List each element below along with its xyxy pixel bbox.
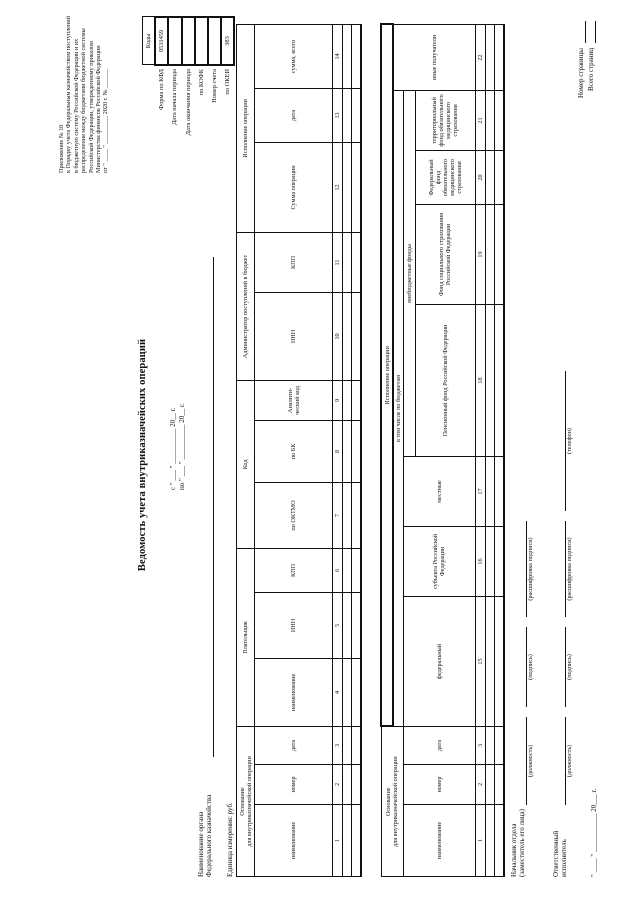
executor-signature-caption: (подпись)	[566, 654, 573, 680]
t1-col-header: наименование	[255, 805, 333, 877]
t1-col-header: КПП	[255, 232, 333, 292]
t1-col-header: наименование	[255, 658, 333, 726]
t1-cell[interactable]	[352, 88, 362, 142]
t1-admin-header: Администратор поступлений в бюджет	[237, 232, 255, 380]
t1-cell[interactable]	[343, 142, 352, 232]
t2-cell[interactable]	[494, 90, 504, 150]
head-label	[510, 809, 526, 877]
t2-col-header: местные	[403, 456, 475, 526]
t1-basis-header	[237, 726, 255, 876]
t1-cell[interactable]	[352, 592, 362, 658]
t2-cell[interactable]	[494, 304, 504, 456]
t1-cell[interactable]	[343, 292, 352, 380]
t2-cell[interactable]	[485, 90, 494, 150]
t2-cell[interactable]	[485, 805, 494, 877]
operations-table-1	[236, 24, 362, 877]
t2-cell[interactable]	[494, 805, 504, 877]
code-value[interactable]	[182, 17, 195, 65]
codes-header: Коды	[143, 17, 156, 65]
t1-payer-header: Плательщик	[237, 548, 255, 726]
t1-exec-header: Исполнение операции	[237, 24, 255, 232]
appendix-line: распределения между бюджетами бюджетной системы	[80, 28, 88, 173]
appendix-line: Российской Федерации, утвержденному приказом	[87, 41, 95, 173]
codes-box	[142, 16, 235, 149]
period-to: по " ___ " __________ 20__ г.	[178, 403, 186, 490]
total-pages-label: Всего страниц	[587, 48, 595, 92]
t1-cell[interactable]	[343, 88, 352, 142]
t1-cell[interactable]	[352, 548, 362, 592]
t2-cell[interactable]	[485, 596, 494, 726]
t2-cell[interactable]	[485, 304, 494, 456]
t2-col-header: наименование	[403, 805, 475, 877]
t1-cell[interactable]	[352, 658, 362, 726]
t1-code-header: Код	[237, 380, 255, 548]
t2-basis-title: Основание	[385, 787, 392, 817]
appendix-note	[58, 1, 110, 173]
t2-col-header: территориальный фонд обязательного медицинского страхования	[415, 90, 475, 150]
t1-cell[interactable]	[343, 548, 352, 592]
appendix-line: к Порядку учета Федеральным казначейством поступлений	[65, 16, 73, 173]
executor-label	[552, 831, 568, 877]
t2-col-num: 19	[475, 204, 485, 304]
t2-incl-header: в том числе по бюджетам	[393, 90, 403, 726]
table-row	[343, 24, 352, 876]
operations-table-2	[380, 23, 505, 877]
t1-col-header: дата	[255, 726, 333, 764]
t1-col-header: по БК	[255, 420, 333, 482]
unit-label: Единица измерения: руб.	[226, 802, 234, 877]
t1-col-header: Аналити-ческий код	[255, 380, 333, 420]
t1-col-num: 6	[333, 548, 343, 592]
t1-col-header: сумма, всего	[255, 24, 333, 88]
t2-col-header: Федеральный фонд обязательного медицинского страхования	[415, 150, 475, 204]
codes-label-spacer	[143, 65, 156, 149]
t2-cell[interactable]	[494, 24, 504, 90]
sign-date[interactable]: " ____ " ___________ 20___ г.	[590, 788, 598, 877]
t1-cell[interactable]	[352, 380, 362, 420]
t1-cell[interactable]	[352, 482, 362, 548]
t2-exec-header: Исполнение операции	[381, 24, 393, 726]
t2-cell[interactable]	[494, 204, 504, 304]
t2-cell[interactable]	[494, 726, 504, 764]
org-label-line2: Федерального казначейства	[205, 794, 213, 877]
t2-cell[interactable]	[494, 150, 504, 204]
t2-cell[interactable]	[485, 526, 494, 596]
code-value[interactable]: 0531459	[155, 17, 168, 65]
t2-col-header: дата	[403, 726, 475, 764]
t1-col-num: 13	[333, 88, 343, 142]
t1-cell[interactable]	[343, 592, 352, 658]
t1-cell[interactable]	[343, 420, 352, 482]
t2-col-num: 20	[475, 150, 485, 204]
appendix-line: Министерства финансов Российской Федерации	[95, 45, 103, 173]
t2-cell[interactable]	[485, 150, 494, 204]
t2-col-header: субъекта Российской Федерации	[403, 526, 475, 596]
t1-cell[interactable]	[343, 482, 352, 548]
t1-cell[interactable]	[343, 380, 352, 420]
t1-col-num: 9	[333, 380, 343, 420]
t2-col-num: 2	[475, 765, 485, 805]
t1-cell[interactable]	[343, 726, 352, 764]
t2-col-header: федеральный	[403, 596, 475, 726]
t2-col-header: Пенсионный фонд Российской Федерации	[415, 304, 475, 456]
t1-col-num: 14	[333, 24, 343, 88]
t2-col-num: 22	[475, 24, 485, 90]
t1-basis-sub: для внутриказначейской операции	[245, 756, 253, 847]
t1-col-num: 2	[333, 765, 343, 805]
form-title: Ведомость учета внутриказначейских операций	[137, 338, 148, 572]
t1-col-num: 3	[333, 726, 343, 764]
t1-cell[interactable]	[343, 24, 352, 88]
code-value[interactable]	[208, 17, 221, 65]
t2-cell[interactable]	[485, 765, 494, 805]
t2-col-num: 17	[475, 456, 485, 526]
table-row	[485, 24, 494, 876]
head-decoding-caption: (расшифровка подписи)	[527, 537, 534, 601]
t1-col-num: 5	[333, 592, 343, 658]
executor-phone-caption: (телефон)	[566, 428, 573, 454]
head-label-line1: Начальник отдела	[510, 823, 518, 877]
t1-cell[interactable]	[352, 805, 362, 877]
code-label: Дата окончания периода	[184, 69, 192, 136]
t2-col-header: иные получатели	[393, 24, 475, 90]
t1-cell[interactable]	[352, 24, 362, 88]
t2-cell[interactable]	[494, 596, 504, 726]
t2-cell[interactable]	[494, 456, 504, 526]
executor-position-caption: (должность)	[566, 744, 573, 778]
t1-cell[interactable]	[352, 232, 362, 292]
t1-cell[interactable]	[352, 420, 362, 482]
code-label: Форма по КФД	[158, 69, 166, 110]
appendix-line: в бюджетную систему Российской Федерации и их	[72, 38, 80, 173]
t2-cell[interactable]	[494, 526, 504, 596]
page-number-field[interactable]	[585, 21, 586, 43]
appendix-line: Приложение № 10	[58, 124, 65, 173]
t1-col-num: 1	[333, 805, 343, 877]
total-pages-field[interactable]	[595, 21, 596, 43]
t1-cell[interactable]	[352, 726, 362, 764]
org-label	[197, 795, 213, 877]
table-row	[494, 24, 504, 876]
code-label: Номер счета	[211, 69, 219, 103]
t2-col-num: 1	[475, 805, 485, 877]
t2-cell[interactable]	[485, 456, 494, 526]
t1-cell[interactable]	[352, 292, 362, 380]
head-label-line2: (заместитель его лица)	[518, 809, 526, 877]
t1-col-num: 8	[333, 420, 343, 482]
org-name-field[interactable]	[213, 257, 214, 757]
t2-basis-sub: для внутриказначейской операции	[392, 756, 399, 848]
page-number-label: Номер страницы	[577, 48, 585, 99]
t1-col-header: номер	[255, 765, 333, 805]
executor-decoding-caption: (расшифровка подписи)	[566, 537, 573, 601]
code-label: Дата начала периода	[171, 69, 179, 126]
t1-col-num: 4	[333, 658, 343, 726]
t1-col-num: 7	[333, 482, 343, 548]
t1-col-num: 12	[333, 142, 343, 232]
t2-col-num: 21	[475, 90, 485, 150]
t2-col-num: 3	[475, 726, 485, 764]
t1-col-header: ИНН	[255, 592, 333, 658]
t1-col-header: Сумма операции	[255, 142, 333, 232]
t1-basis-title: Основание	[238, 787, 246, 816]
t1-cell[interactable]	[352, 142, 362, 232]
t1-col-header: КПП	[255, 548, 333, 592]
t2-funds-header: внебюджетные фонды	[403, 90, 415, 456]
head-signature-caption: (подпись)	[527, 654, 534, 680]
t2-col-num: 18	[475, 304, 485, 456]
code-value[interactable]: 383	[221, 17, 234, 65]
t2-col-header: Фонд социального страхования Российской Федерации	[415, 204, 475, 304]
t1-cell[interactable]	[352, 765, 362, 805]
executor-label-line2: исполнитель	[560, 839, 568, 877]
code-label: по КОФК	[197, 69, 205, 96]
t2-cell[interactable]	[485, 726, 494, 764]
executor-label-line1: Ответственный	[552, 830, 560, 877]
table-row	[352, 24, 362, 876]
t1-cell[interactable]	[343, 658, 352, 726]
t1-col-header: по ОКТМО	[255, 482, 333, 548]
org-label-line1: Наименование органа	[197, 811, 205, 877]
code-value[interactable]	[168, 17, 181, 65]
t2-col-num: 16	[475, 526, 485, 596]
t2-col-header: номер	[403, 765, 475, 805]
t1-col-num: 11	[333, 232, 343, 292]
t1-cell[interactable]	[343, 765, 352, 805]
appendix-line: от " ____ " _________ 2020 г. № ______	[102, 69, 110, 173]
t1-col-header: дата	[255, 88, 333, 142]
code-label: по ОКЕИ	[224, 69, 232, 95]
head-position-caption: (должность)	[527, 744, 534, 778]
t1-cell[interactable]	[343, 805, 352, 877]
code-value[interactable]	[195, 17, 208, 65]
t1-cell[interactable]	[343, 232, 352, 292]
t2-col-num: 15	[475, 596, 485, 726]
t1-col-num: 10	[333, 292, 343, 380]
period-from: с " ___ " __________ 20__ г.	[169, 407, 177, 490]
t2-basis-header	[381, 726, 403, 876]
t2-cell[interactable]	[494, 765, 504, 805]
t2-cell[interactable]	[485, 24, 494, 90]
t1-col-header: ИНН	[255, 292, 333, 380]
t2-cell[interactable]	[485, 204, 494, 304]
